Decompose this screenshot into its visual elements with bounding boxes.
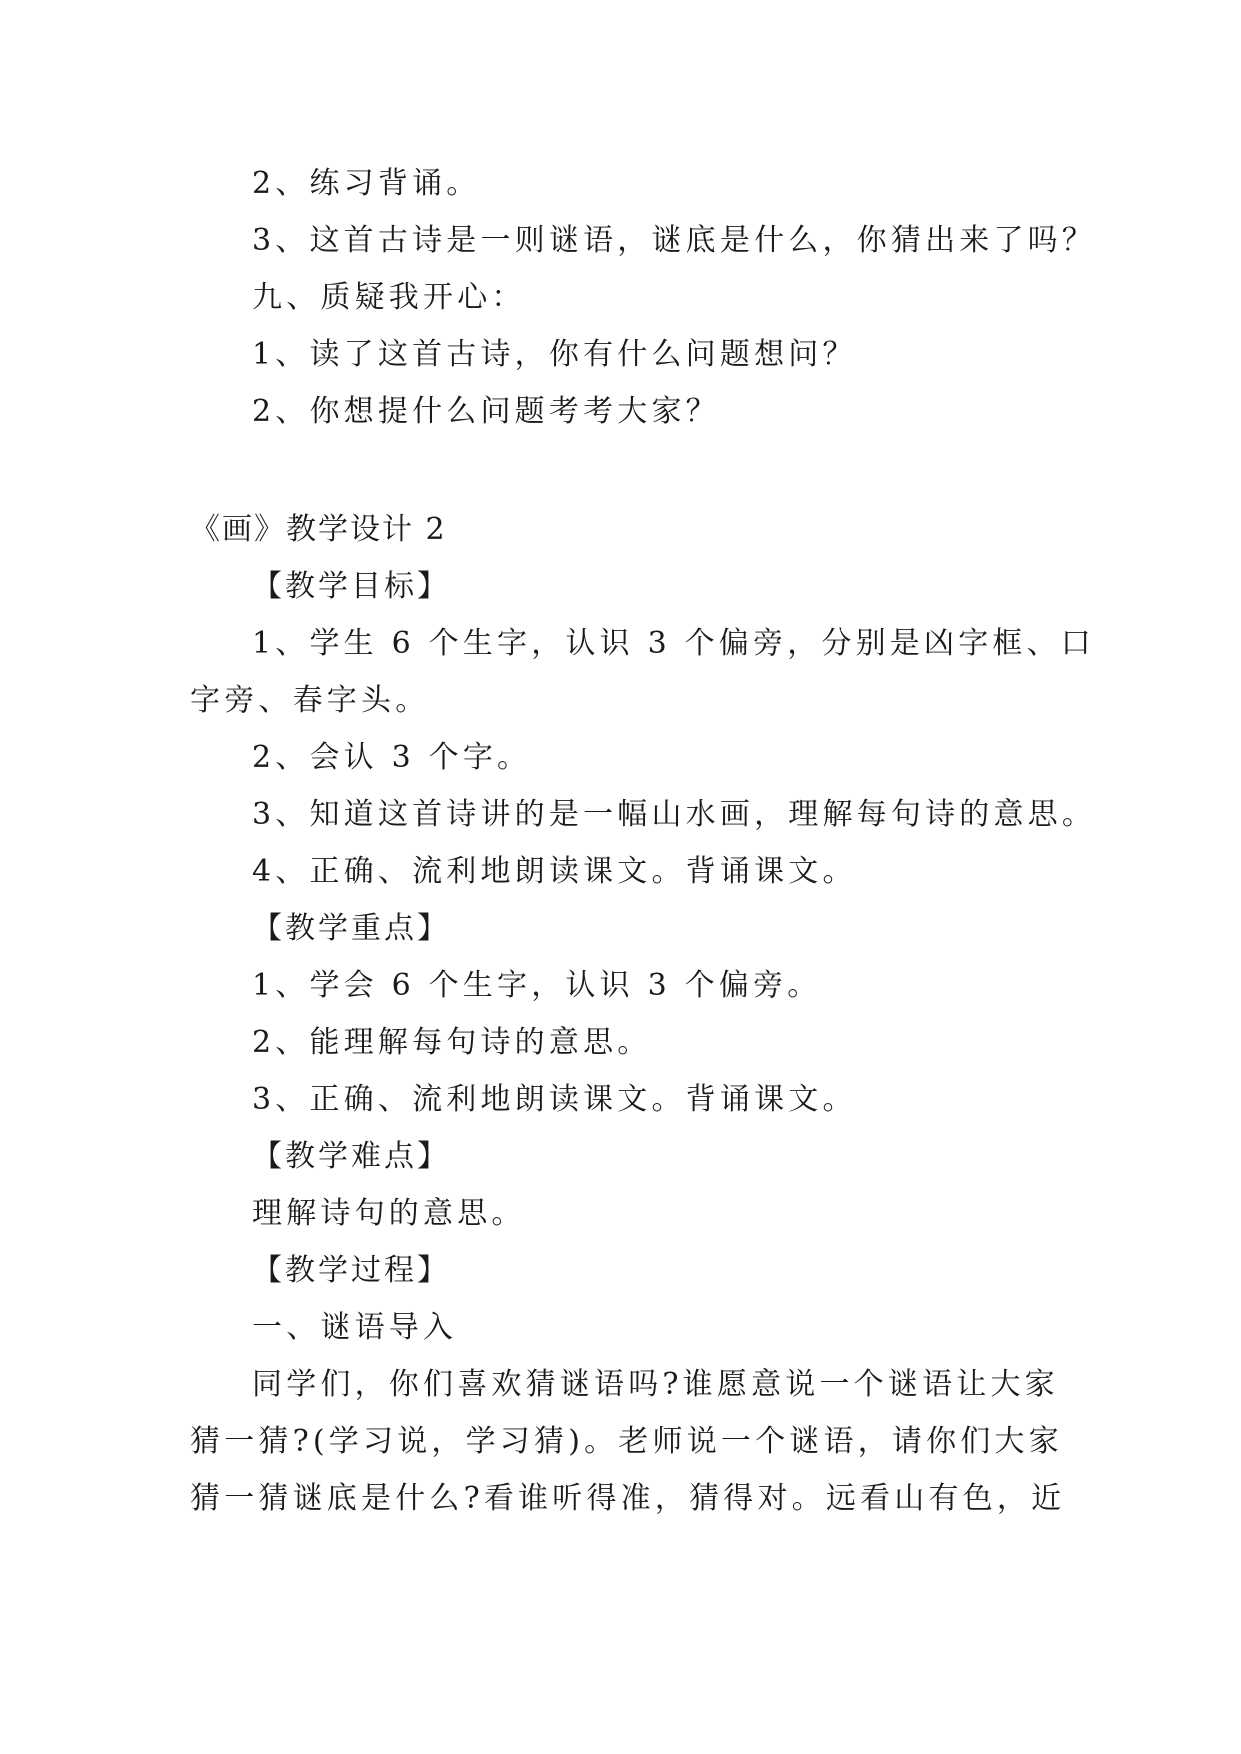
text-line: 2、能理解每句诗的意思。 — [252, 1025, 652, 1060]
text-line: 4、正确、流利地朗读课文。背诵课文。 — [252, 854, 857, 889]
text-line: 1、读了这首古诗，你有什么问题想问？ — [252, 337, 857, 372]
text-line: 3、这首古诗是一则谜语，谜底是什么，你猜出来了吗？ — [252, 223, 1097, 258]
section-heading: 【教学重点】 — [252, 911, 450, 946]
text-line: 理解诗句的意思。 — [252, 1196, 526, 1231]
text-line: 2、会认 3 个字。 — [252, 740, 532, 775]
text-line: 2、你想提什么问题考考大家？ — [252, 394, 720, 429]
text-line: 1、学生 6 个生字，认识 3 个偏旁，分别是凶字框、口 — [252, 626, 1096, 661]
text-line: 九、质疑我开心： — [252, 280, 526, 315]
text-line: 1、学会 6 个生字，认识 3 个偏旁。 — [252, 968, 822, 1003]
text-line: 2、练习背诵。 — [252, 166, 481, 201]
text-line: 3、正确、流利地朗读课文。背诵课文。 — [252, 1082, 857, 1117]
text-line: 一、谜语导入 — [252, 1310, 458, 1345]
text-line: 猜一猜谜底是什么?看谁听得准，猜得对。远看山有色，近 — [190, 1481, 1066, 1516]
section-heading: 【教学目标】 — [252, 569, 450, 604]
text-line: 猜一猜?(学习说，学习猜)。老师说一个谜语，请你们大家 — [190, 1424, 1063, 1459]
text-line: 同学们，你们喜欢猜谜语吗?谁愿意说一个谜语让大家 — [252, 1367, 1059, 1402]
text-line: 字旁、春字头。 — [190, 683, 430, 718]
section-heading: 【教学过程】 — [252, 1253, 450, 1288]
section-heading: 【教学难点】 — [252, 1139, 450, 1174]
text-line: 3、知道这首诗讲的是一幅山水画，理解每句诗的意思。 — [252, 797, 1097, 832]
section-title: 《画》教学设计 2 — [190, 512, 447, 547]
